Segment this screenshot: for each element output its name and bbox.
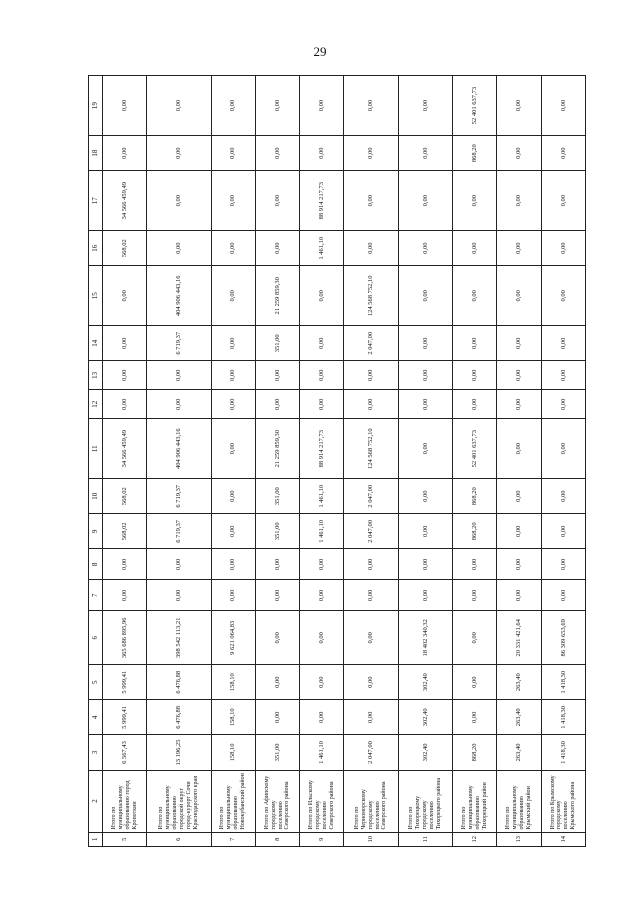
table-cell: 86 309 653,69 [541, 611, 585, 665]
table-cell: 302,40 [398, 735, 452, 770]
table-cell: 0,00 [398, 419, 452, 479]
table-cell: 365 686 895,96 [103, 611, 147, 665]
table-cell: 568,02 [103, 514, 147, 549]
table-cell: 0,00 [497, 171, 541, 231]
table-cell: 0,00 [211, 76, 255, 136]
row-index: 7 [211, 832, 255, 846]
column-header: 5 [89, 665, 103, 700]
table-cell: 2 047,00 [344, 735, 398, 770]
table-cell: 0,00 [541, 479, 585, 514]
row-name: Итого по Крымскому городскому поселению Крымского района [541, 770, 585, 832]
table-cell: 0,00 [103, 549, 147, 580]
column-header: 10 [89, 479, 103, 514]
table-cell: 868,20 [453, 735, 497, 770]
table-cell: 868,20 [453, 136, 497, 171]
table-cell: 0,00 [147, 231, 211, 266]
column-header: 6 [89, 611, 103, 665]
table-cell: 0,00 [453, 390, 497, 419]
table-cell: 0,00 [211, 136, 255, 171]
row-index: 11 [398, 832, 452, 846]
table-cell: 0,00 [344, 700, 398, 735]
table-cell: 158,10 [211, 735, 255, 770]
column-header: 11 [89, 419, 103, 479]
table-cell: 0,00 [255, 171, 299, 231]
table-cell: 398 542 113,21 [147, 611, 211, 665]
table-cell: 0,00 [103, 361, 147, 390]
row-name: Итого по Ильскому городскому поселению Северского района [300, 770, 344, 832]
table-cell: 0,00 [541, 361, 585, 390]
column-header: 1 [89, 832, 103, 846]
table-cell: 0,00 [255, 665, 299, 700]
table-cell: 1 418,30 [541, 700, 585, 735]
table-cell: 0,00 [344, 611, 398, 665]
table-cell: 0,00 [211, 514, 255, 549]
table-cell: 0,00 [398, 76, 452, 136]
table-cell: 0,00 [255, 136, 299, 171]
table-cell: 568,02 [103, 231, 147, 266]
table-cell: 6 719,37 [147, 479, 211, 514]
table-cell: 158,10 [211, 665, 255, 700]
table-cell: 0,00 [344, 171, 398, 231]
table-row [497, 76, 541, 847]
table-row [300, 76, 344, 847]
table-cell: 0,00 [541, 76, 585, 136]
table-cell: 20 331 421,64 [497, 611, 541, 665]
row-name: Итого по Черноморскому городскому поселению Северского района [344, 770, 398, 832]
table-cell: 351,00 [255, 514, 299, 549]
table-cell: 0,00 [103, 390, 147, 419]
table-cell: 0,00 [147, 171, 211, 231]
table-cell: 0,00 [398, 231, 452, 266]
table-cell: 0,00 [300, 665, 344, 700]
table-cell: 1 461,10 [300, 514, 344, 549]
column-header: 8 [89, 549, 103, 580]
table-cell: 0,00 [497, 390, 541, 419]
table-cell: 1 461,10 [300, 735, 344, 770]
table-cell: 0,00 [211, 361, 255, 390]
table-cell: 0,00 [344, 580, 398, 611]
table-cell: 2 047,00 [344, 514, 398, 549]
table-cell: 0,00 [147, 76, 211, 136]
row-index: 8 [255, 832, 299, 846]
table-cell: 0,00 [344, 361, 398, 390]
page-number: 29 [313, 44, 327, 59]
table-cell: 0,00 [211, 266, 255, 326]
data-table [88, 75, 586, 847]
table-cell: 0,00 [541, 231, 585, 266]
table-cell: 0,00 [497, 231, 541, 266]
table-cell: 351,00 [255, 326, 299, 361]
table-cell: 9 621 064,83 [211, 611, 255, 665]
table-cell: 0,00 [300, 136, 344, 171]
table-cell: 0,00 [497, 479, 541, 514]
column-header: 19 [89, 76, 103, 136]
table-cell: 0,00 [103, 76, 147, 136]
table-cell: 302,40 [398, 665, 452, 700]
table-cell: 568,02 [103, 479, 147, 514]
table-cell: 0,00 [344, 390, 398, 419]
column-header: 7 [89, 580, 103, 611]
table-cell: 0,00 [255, 549, 299, 580]
table-cell: 0,00 [344, 231, 398, 266]
table-cell: 1 461,10 [300, 479, 344, 514]
table-cell: 351,00 [255, 479, 299, 514]
table-cell: 0,00 [211, 231, 255, 266]
table-cell: 0,00 [497, 266, 541, 326]
table-cell: 13 196,25 [147, 735, 211, 770]
table-cell: 0,00 [398, 390, 452, 419]
table-cell: 0,00 [497, 76, 541, 136]
table-cell: 0,00 [453, 700, 497, 735]
row-index: 6 [147, 832, 211, 846]
table-cell: 5 999,41 [103, 700, 147, 735]
table-cell: 0,00 [497, 326, 541, 361]
table-cell: 0,00 [211, 479, 255, 514]
table-cell: 2 047,00 [344, 479, 398, 514]
table-cell: 0,00 [211, 326, 255, 361]
row-name: Итого по муниципальному образованию Крымский район [497, 770, 541, 832]
table-cell: 0,00 [497, 361, 541, 390]
table-cell: 21 259 859,30 [255, 419, 299, 479]
table-cell: 302,40 [398, 700, 452, 735]
table-cell: 0,00 [453, 266, 497, 326]
table-cell: 0,00 [255, 231, 299, 266]
table-body [89, 76, 586, 847]
table-cell: 2 047,00 [344, 326, 398, 361]
table-cell: 0,00 [497, 514, 541, 549]
row-index: 14 [541, 832, 585, 846]
table-cell: 0,00 [300, 549, 344, 580]
table-cell: 1 418,30 [541, 665, 585, 700]
table-cell: 404 906 443,16 [147, 419, 211, 479]
table-cell: 0,00 [255, 611, 299, 665]
rotated-table-container [88, 75, 586, 847]
table-row [211, 76, 255, 847]
table-cell: 0,00 [497, 419, 541, 479]
table-cell: 0,00 [103, 580, 147, 611]
row-name: Итого по муниципальному образованию Новокубанский район [211, 770, 255, 832]
row-name: Итого по Тихорецкому городскому поселению Тихорецкого района [398, 770, 452, 832]
table-cell: 0,00 [300, 361, 344, 390]
table-cell: 0,00 [398, 479, 452, 514]
table-cell: 0,00 [453, 231, 497, 266]
table-cell: 0,00 [398, 326, 452, 361]
table-cell: 52 401 637,73 [453, 419, 497, 479]
table-cell: 263,40 [497, 665, 541, 700]
table-cell: 0,00 [103, 136, 147, 171]
column-header: 17 [89, 171, 103, 231]
row-index: 12 [453, 832, 497, 846]
column-header: 15 [89, 266, 103, 326]
row-index: 10 [344, 832, 398, 846]
row-index: 9 [300, 832, 344, 846]
table-cell: 88 914 217,73 [300, 171, 344, 231]
table-cell: 0,00 [147, 136, 211, 171]
table-cell: 0,00 [211, 580, 255, 611]
column-header: 2 [89, 770, 103, 832]
table-cell: 0,00 [398, 266, 452, 326]
table-cell: 0,00 [453, 665, 497, 700]
table-cell: 0,00 [497, 136, 541, 171]
table-cell: 0,00 [398, 361, 452, 390]
table-cell: 0,00 [541, 171, 585, 231]
column-header: 3 [89, 735, 103, 770]
table-cell: 0,00 [453, 611, 497, 665]
table-cell: 6 476,88 [147, 700, 211, 735]
row-name: Итого по муниципальному образованию городской округ город-курорт Сочи Краснодарского края [147, 770, 211, 832]
table-cell: 404 906 443,16 [147, 266, 211, 326]
table-cell: 0,00 [453, 361, 497, 390]
table-row [453, 76, 497, 847]
table-cell: 124 568 752,10 [344, 266, 398, 326]
table-cell: 158,10 [211, 700, 255, 735]
table-cell: 868,20 [453, 514, 497, 549]
table-cell: 1 461,10 [300, 231, 344, 266]
table-cell: 34 566 459,49 [103, 171, 147, 231]
table-cell: 0,00 [541, 326, 585, 361]
table-cell: 0,00 [211, 549, 255, 580]
table-cell: 0,00 [103, 326, 147, 361]
table-cell: 6 719,37 [147, 326, 211, 361]
table-cell: 0,00 [255, 76, 299, 136]
table-row [147, 76, 211, 847]
table-cell: 0,00 [541, 419, 585, 479]
table-cell: 0,00 [300, 76, 344, 136]
table-cell: 0,00 [344, 549, 398, 580]
table-cell: 0,00 [255, 580, 299, 611]
column-header: 16 [89, 231, 103, 266]
table-cell: 34 566 459,49 [103, 419, 147, 479]
table-row [541, 76, 585, 847]
table-cell: 0,00 [147, 390, 211, 419]
table-cell: 0,00 [211, 419, 255, 479]
table-cell: 0,00 [344, 665, 398, 700]
table-cell: 6 567,43 [103, 735, 147, 770]
table-row [255, 76, 299, 847]
table-row [398, 76, 452, 847]
column-header: 14 [89, 326, 103, 361]
table-cell: 0,00 [103, 266, 147, 326]
table-cell: 0,00 [300, 700, 344, 735]
column-header: 4 [89, 700, 103, 735]
table-cell: 868,20 [453, 479, 497, 514]
table-area [88, 75, 586, 847]
table-cell: 0,00 [300, 390, 344, 419]
table-cell: 52 401 637,73 [453, 76, 497, 136]
column-header: 18 [89, 136, 103, 171]
table-row [344, 76, 398, 847]
table-cell: 0,00 [300, 580, 344, 611]
header-row [89, 76, 103, 847]
table-cell: 0,00 [255, 390, 299, 419]
table-cell: 263,40 [497, 735, 541, 770]
table-cell: 0,00 [344, 76, 398, 136]
table-cell: 6 476,88 [147, 665, 211, 700]
table-cell: 0,00 [398, 136, 452, 171]
table-cell: 0,00 [255, 361, 299, 390]
table-cell: 0,00 [300, 611, 344, 665]
table-cell: 0,00 [541, 549, 585, 580]
table-cell: 0,00 [147, 361, 211, 390]
table-cell: 0,00 [453, 549, 497, 580]
row-index: 13 [497, 832, 541, 846]
table-cell: 0,00 [541, 390, 585, 419]
column-header: 12 [89, 390, 103, 419]
table-cell: 0,00 [211, 171, 255, 231]
table-cell: 0,00 [541, 514, 585, 549]
table-cell: 0,00 [398, 580, 452, 611]
table-cell: 351,00 [255, 735, 299, 770]
table-cell: 21 259 859,30 [255, 266, 299, 326]
row-name: Итого по муниципальному образованию Тихорецкий район [453, 770, 497, 832]
table-cell: 0,00 [147, 580, 211, 611]
column-header: 9 [89, 514, 103, 549]
table-cell: 0,00 [398, 171, 452, 231]
table-cell: 0,00 [211, 390, 255, 419]
table-cell: 0,00 [398, 514, 452, 549]
table-cell: 88 914 217,73 [300, 419, 344, 479]
row-index: 5 [103, 832, 147, 846]
table-cell: 0,00 [453, 580, 497, 611]
table-cell: 0,00 [344, 136, 398, 171]
table-row [103, 76, 147, 847]
row-name: Итого по муниципальному образованию город Кропоткин [103, 770, 147, 832]
table-cell: 0,00 [300, 326, 344, 361]
table-cell: 1 418,30 [541, 735, 585, 770]
table-cell: 0,00 [453, 326, 497, 361]
table-cell: 0,00 [453, 171, 497, 231]
table-cell: 124 568 752,10 [344, 419, 398, 479]
table-cell: 0,00 [497, 580, 541, 611]
table-cell: 263,40 [497, 700, 541, 735]
table-cell: 0,00 [255, 700, 299, 735]
table-cell: 5 999,41 [103, 665, 147, 700]
table-cell: 18 402 340,32 [398, 611, 452, 665]
table-cell: 0,00 [497, 549, 541, 580]
table-cell: 0,00 [300, 266, 344, 326]
table-cell: 0,00 [541, 580, 585, 611]
table-cell: 0,00 [541, 266, 585, 326]
column-header: 13 [89, 361, 103, 390]
table-cell: 0,00 [398, 549, 452, 580]
table-cell: 0,00 [541, 136, 585, 171]
row-name: Итого по Афипскому городскому поселению Северского района [255, 770, 299, 832]
table-cell: 6 719,37 [147, 514, 211, 549]
table-cell: 0,00 [147, 549, 211, 580]
